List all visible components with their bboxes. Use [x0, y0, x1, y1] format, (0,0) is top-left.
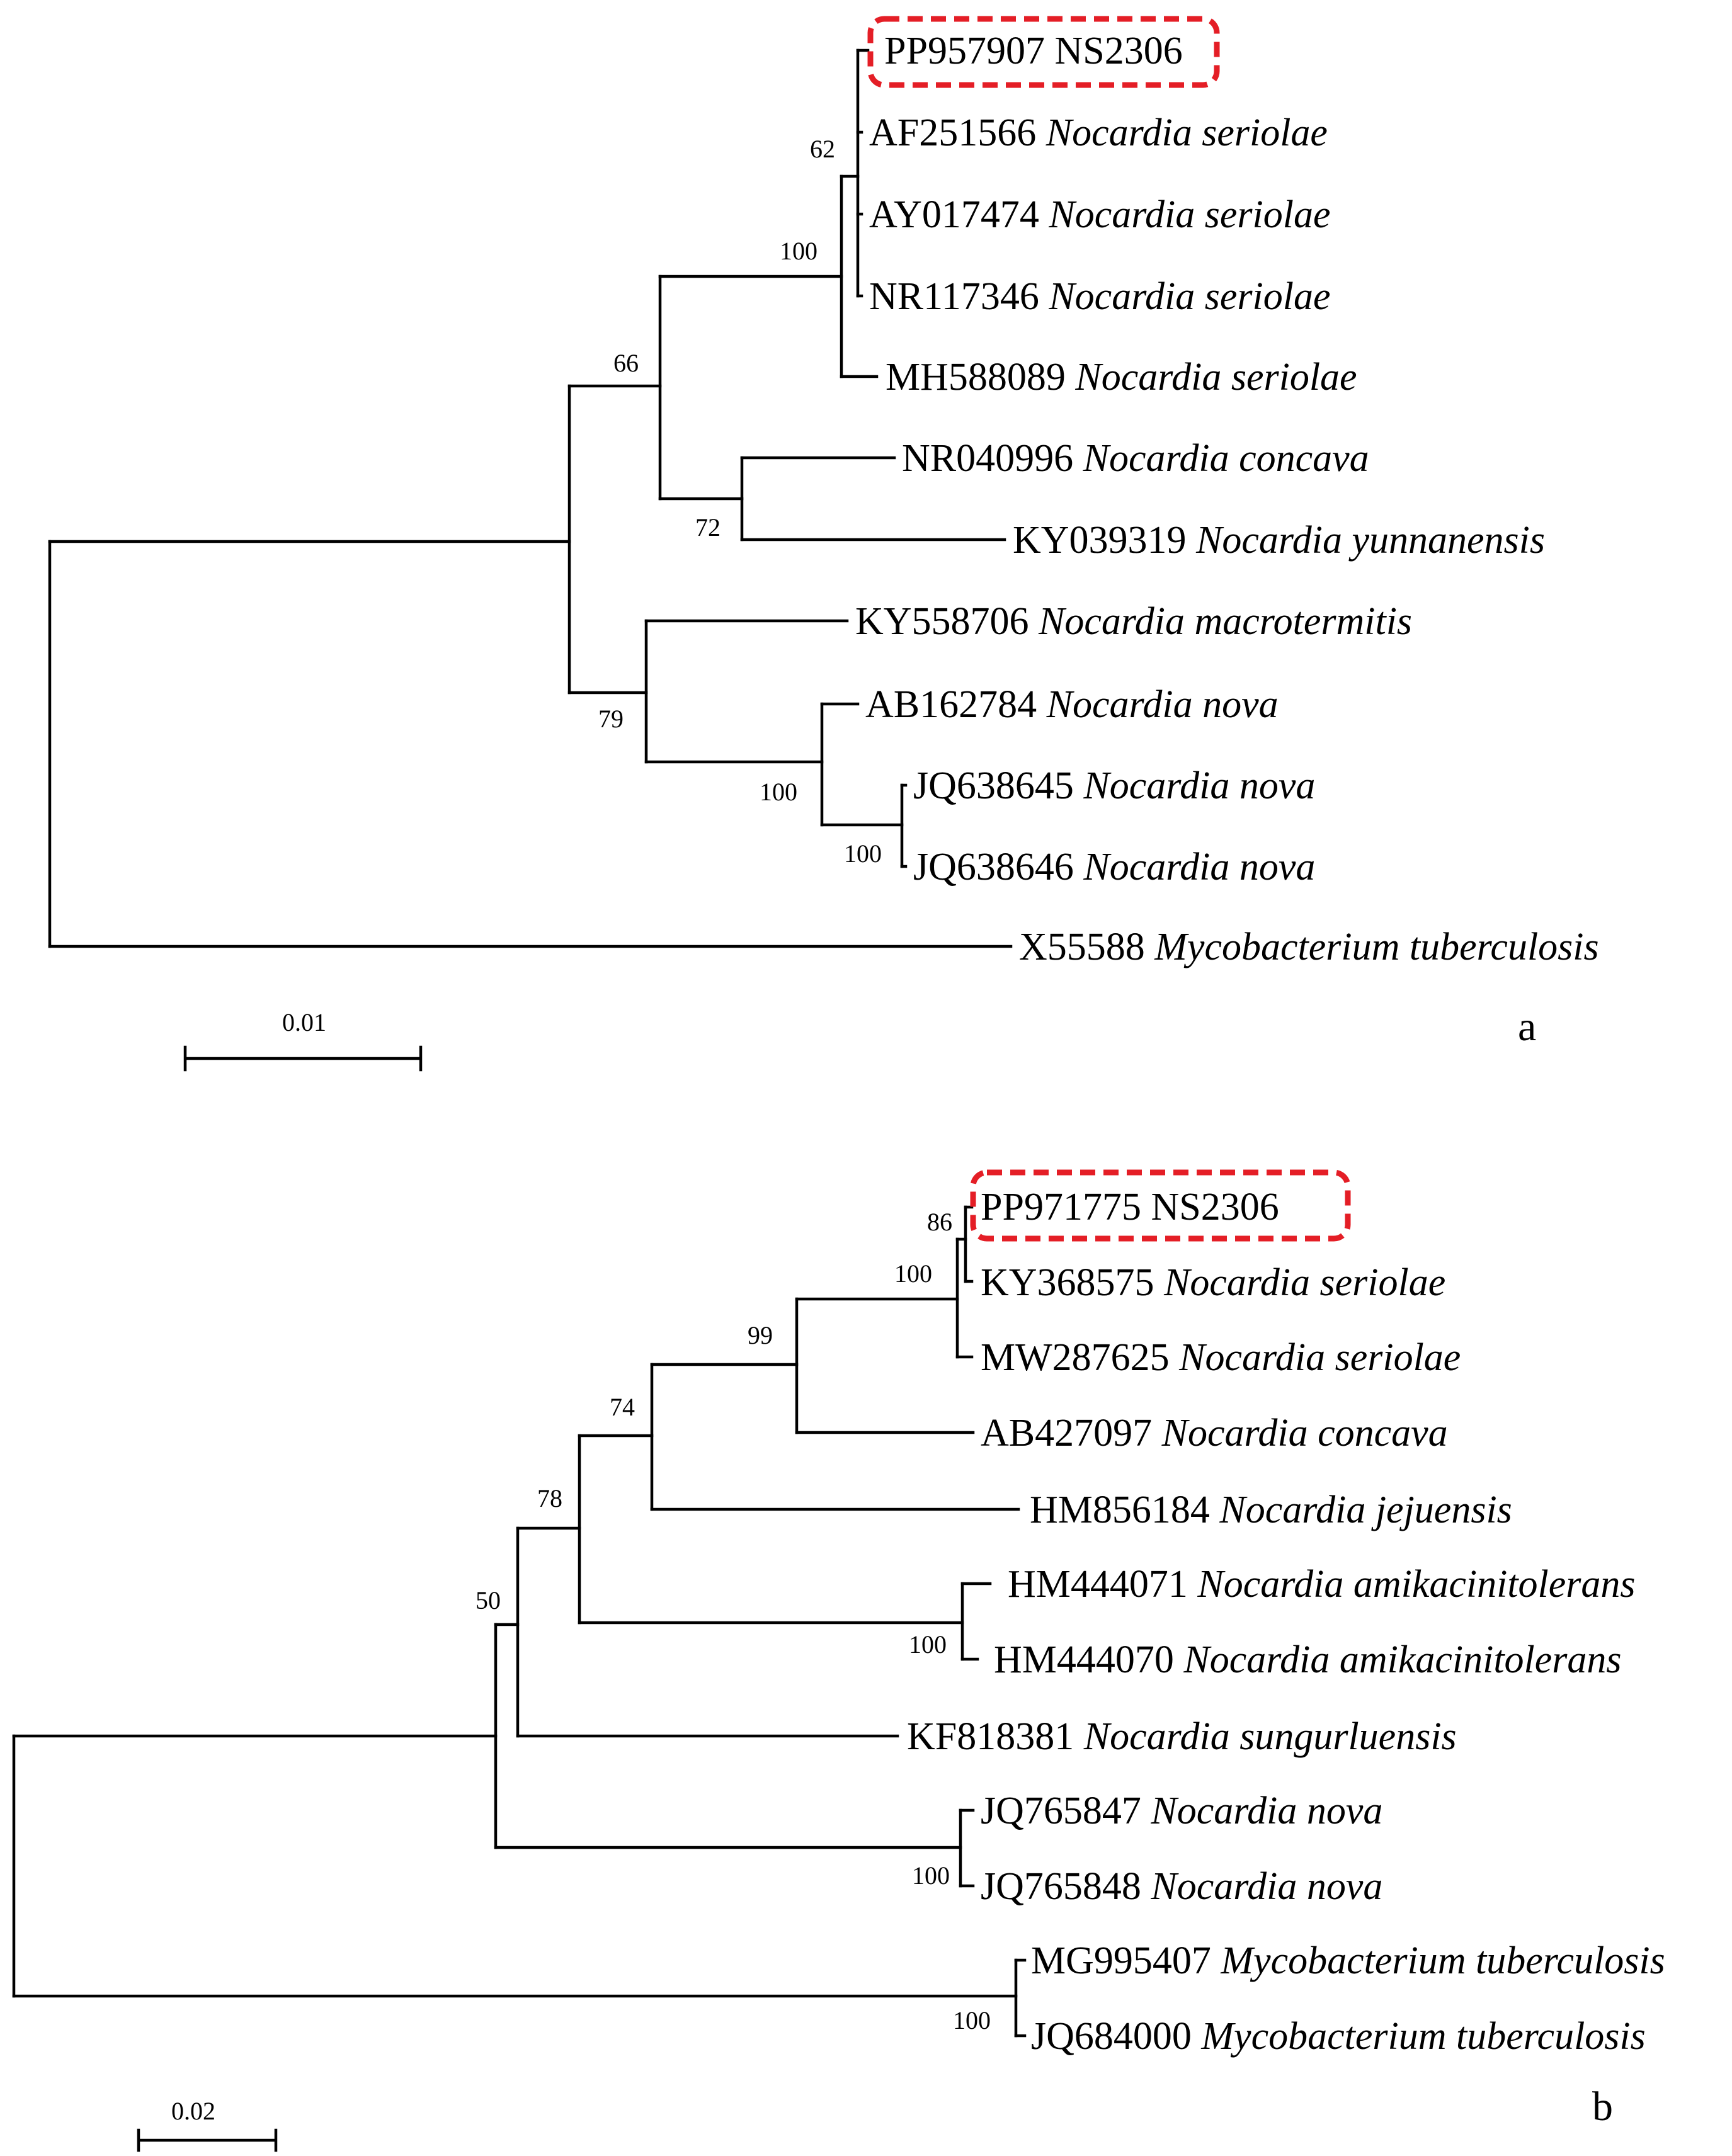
leaf-label: KY368575 Nocardia seriolae: [981, 1261, 1446, 1304]
leaf-label: MG995407 Mycobacterium tuberculosis: [1031, 1939, 1665, 1982]
leaf-label: NR117346 Nocardia seriolae: [869, 275, 1331, 318]
leaf-label: KF818381 Nocardia sungurluensis: [907, 1715, 1457, 1758]
tree-a-support-values: [598, 135, 882, 868]
bootstrap-value: 100: [780, 237, 818, 265]
leaf-label: JQ765847 Nocardia nova: [981, 1790, 1383, 1832]
tree-a-branches: [50, 50, 1011, 946]
leaf-label: JQ638646 Nocardia nova: [913, 846, 1316, 888]
scale-bar-b-line: [139, 2130, 276, 2150]
tree-b-leaf-labels: [907, 1186, 1665, 2058]
leaf-label: KY039319 Nocardia yunnanensis: [1013, 519, 1546, 562]
leaf-label: PP957907 NS2306: [884, 30, 1183, 72]
leaf-label: NR040996 Nocardia concava: [902, 437, 1369, 480]
tree-panel-b: [14, 1172, 1665, 2150]
scale-bar-a-label: 0.01: [282, 1008, 326, 1036]
leaf-label: AB162784 Nocardia nova: [865, 683, 1279, 726]
bootstrap-value: 78: [537, 1484, 562, 1512]
leaf-label: JQ684000 Mycobacterium tuberculosis: [1031, 2015, 1646, 2058]
leaf-label: KY558706 Nocardia macrotermitis: [855, 600, 1413, 643]
bootstrap-value: 100: [844, 839, 882, 868]
bootstrap-value: 72: [695, 513, 721, 542]
bootstrap-value: 50: [476, 1586, 501, 1614]
bootstrap-value: 100: [953, 2006, 991, 2034]
leaf-label: JQ638645 Nocardia nova: [913, 764, 1316, 807]
leaf-label: MH588089 Nocardia seriolae: [886, 356, 1357, 399]
leaf-label: AF251566 Nocardia seriolae: [869, 111, 1328, 154]
bootstrap-value: 62: [810, 135, 835, 163]
tree-b-branches: [14, 1207, 1025, 2036]
leaf-label: AY017474 Nocardia seriolae: [869, 193, 1331, 236]
leaf-label: HM444070 Nocardia amikacinitolerans: [994, 1638, 1622, 1681]
bootstrap-value: 66: [613, 349, 639, 377]
leaf-label: PP971775 NS2306: [981, 1186, 1279, 1228]
leaf-label: JQ765848 Nocardia nova: [981, 1865, 1383, 1908]
scale-bar-a-line: [185, 1047, 421, 1070]
bootstrap-value: 86: [927, 1208, 952, 1236]
tree-a-leaf-labels: [855, 30, 1599, 968]
scale-bar-a: [185, 1008, 421, 1070]
bootstrap-value: 100: [894, 1259, 932, 1288]
bootstrap-value: 100: [760, 778, 797, 806]
panel-label-b: b: [1592, 2084, 1613, 2130]
leaf-label: HM856184 Nocardia jejuensis: [1030, 1489, 1512, 1531]
scale-bar-b-label: 0.02: [171, 2097, 215, 2125]
leaf-label: X55588 Mycobacterium tuberculosis: [1019, 926, 1599, 968]
bootstrap-value: 100: [912, 1861, 950, 1890]
leaf-label: MW287625 Nocardia seriolae: [981, 1336, 1461, 1379]
tree-b-support-values: [476, 1208, 991, 2034]
bootstrap-value: 100: [909, 1630, 947, 1659]
bootstrap-value: 74: [610, 1393, 635, 1421]
scale-bar-b: [139, 2097, 276, 2150]
panel-label-a: a: [1518, 1004, 1537, 1050]
bootstrap-value: 79: [598, 705, 624, 733]
tree-panel-a: [50, 19, 1599, 1070]
leaf-label: HM444071 Nocardia amikacinitolerans: [1008, 1563, 1636, 1606]
bootstrap-value: 99: [748, 1321, 773, 1349]
leaf-label: AB427097 Nocardia concava: [981, 1412, 1448, 1455]
